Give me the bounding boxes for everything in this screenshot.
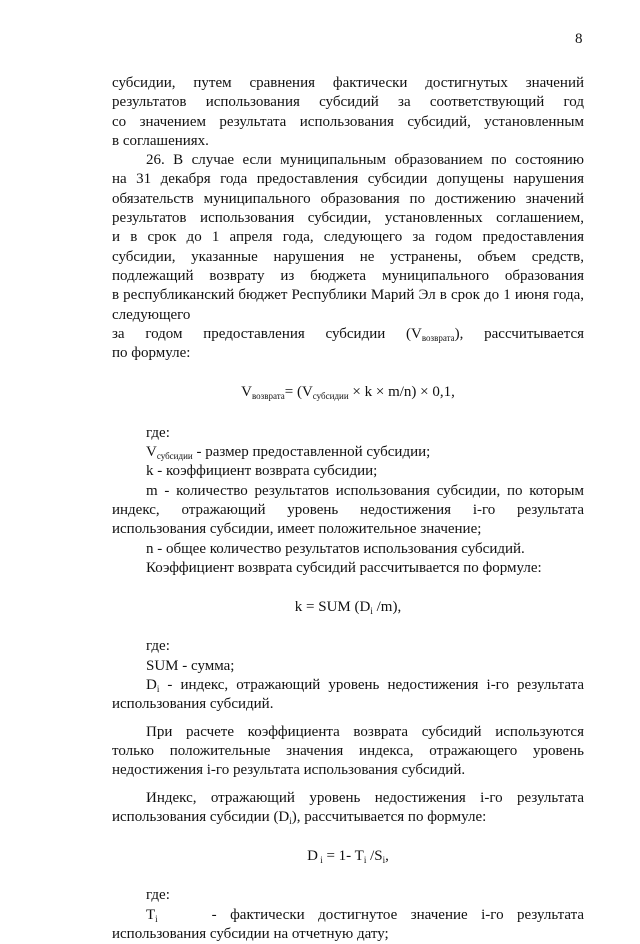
subscript: возврата [421,332,455,343]
text-line: результатов использования субсидии, установленных соглашением, [112,210,584,227]
subscript: i [382,855,386,866]
subscript: возврата [251,391,285,402]
text-line [112,443,584,462]
formula-fragment: = 1- T [322,848,364,865]
formula-fragment: = (V [284,384,313,401]
text-fragment: ), рассчитывается [454,325,584,342]
paragraph-26 [112,151,584,363]
formula-index [112,847,584,866]
text-line: использования субсидий. [112,696,274,713]
definitions-formula1 [112,424,584,578]
text-fragment: за годом предоставления субсидии (V [112,325,422,342]
text-line: недостижения i-го результата использования субсидий. [112,762,466,779]
formula-symbol: V [241,384,252,401]
text-line: со значением результата использования субсидий, установленным [112,113,584,130]
subscript: i [370,606,373,617]
subscript: i [155,913,158,924]
text-line [112,808,584,827]
formula-fragment: × k × m/n) × 0,1, [348,384,455,401]
text-line: k - коэффициент возврата субсидии; [146,463,378,480]
text-fragment: - фактически достигнутое значение i-го результата [211,906,584,923]
text-line: субсидии, путем сравнения фактически достигнутых значений [112,75,584,91]
subscript: i [289,815,292,826]
text-fragment: - индекс, отражающий уровень недостижения i-го результата [159,677,584,694]
text-line: При расчете коэффициента возврата субсидий используются [146,723,584,740]
text-fragment: ), рассчитывается по формуле: [291,808,487,825]
subscript: i [317,855,323,866]
text-line: где: [146,638,170,655]
formula-return-volume [112,383,584,402]
text-line: по формуле: [112,345,191,362]
definitions-formula2 [112,637,584,827]
formula-symbol: D [307,848,318,865]
formula-return-coefficient [112,598,584,617]
text-line: использования субсидии, имеет положительное значение; [112,521,482,538]
page-number: 8 [575,31,583,47]
text-line: субсидии, указанные нарушения не устранены, объем средств, [112,248,584,265]
formula-fragment: k = SUM (D [294,599,371,616]
text-line: результатов использования субсидий за соответствующий год [112,94,584,111]
text-line: следующего [112,306,191,323]
text-line: SUM - сумма; [146,657,235,674]
subscript: i [363,855,367,866]
text-fragment: использования субсидии (D [112,808,290,825]
subscript: i [156,684,160,695]
text-line: в республиканский бюджет Республики Марий Эл в срок до 1 июня года, [112,287,584,304]
text-line: и в срок до 1 апреля года, следующего за годом предоставления [112,229,584,246]
text-line: 26. В случае если муниципальным образованием по состоянию [146,152,584,169]
text-line: индекс, отражающий уровень недостижения i-го результата [112,501,584,518]
paragraph-intro [112,74,584,151]
formula-fragment: /S [366,848,383,865]
formula-symbol: V [146,444,157,461]
text-line [112,676,584,695]
definitions-formula3 [112,886,584,944]
formula-fragment: /m), [372,599,402,616]
text-line: в соглашениях. [112,132,209,149]
text-line: только положительные значения индекса, отражающего уровень [112,742,584,759]
text-line: обязательств муниципального образования по достижению значений [112,190,584,207]
subscript: субсидии [312,391,349,402]
formula-symbol: T [146,906,156,923]
text-line: Индекс, отражающий уровень недостижения i-го результата [146,789,584,806]
text-line: на 31 декабря года предоставления субсидии допущены нарушения [112,171,584,188]
text-line: где: [146,887,170,904]
text-fragment: - размер предоставленной субсидии; [192,444,431,461]
subscript: субсидии [156,451,193,462]
text-line: использования субсидии на отчетную дату; [112,925,389,942]
text-line: n - общее количество результатов использования субсидий. [146,540,525,557]
text-line: m - количество результатов использования субсидии, по которым [146,482,584,499]
text-line: подлежащий возврату из бюджета муниципального образования [112,267,584,284]
formula-symbol: D [146,677,157,694]
text-line [112,325,584,344]
formula-fragment: , [385,848,389,865]
document-body [112,74,584,944]
text-line: Коэффициент возврата субсидий рассчитывается по формуле: [146,559,542,576]
text-line [112,906,584,925]
text-line: где: [146,424,170,441]
